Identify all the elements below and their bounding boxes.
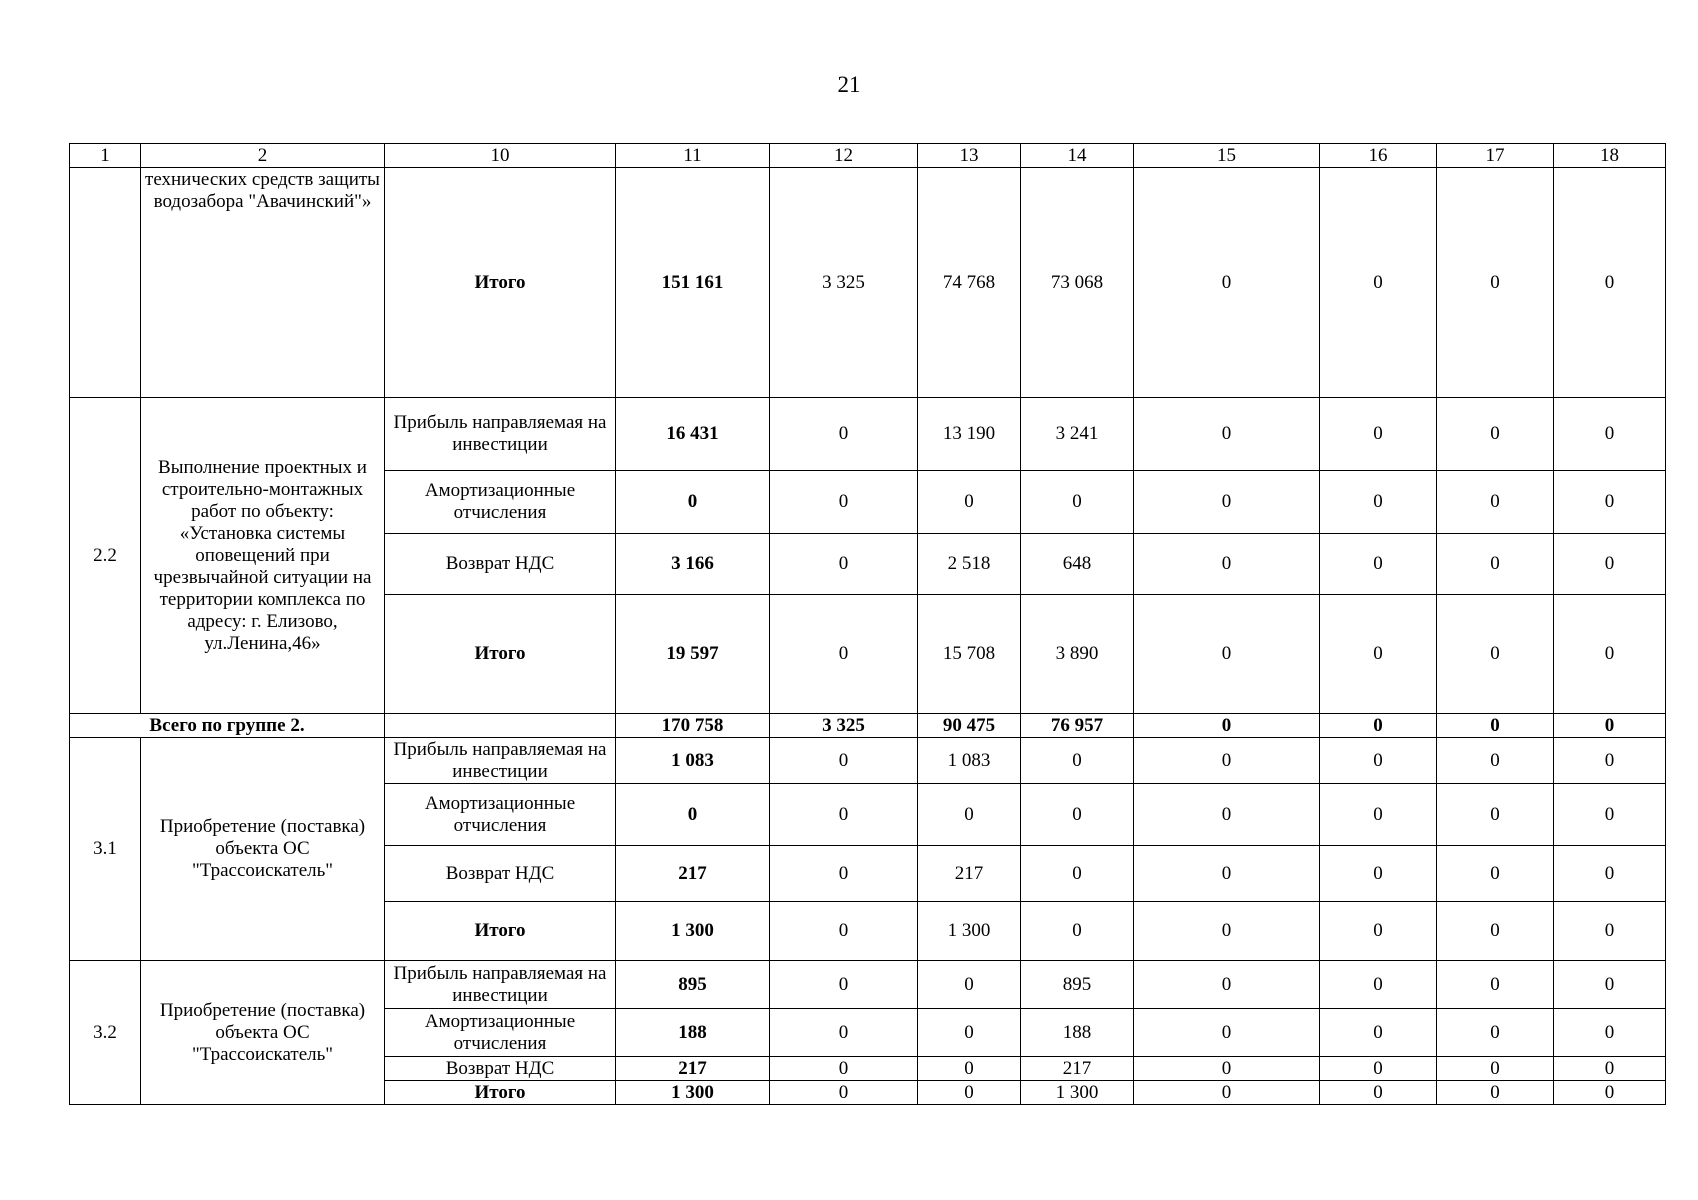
value-cell: 0 [918, 1081, 1021, 1105]
value-cell: 0 [1437, 1081, 1554, 1105]
value-cell: 0 [1320, 784, 1437, 846]
value-cell: 0 [1554, 168, 1666, 398]
item-number: 2.2 [70, 398, 141, 714]
value-cell: 0 [1437, 714, 1554, 738]
value-cell: 0 [1554, 714, 1666, 738]
column-header: 10 [385, 144, 616, 168]
value-cell: 0 [1554, 471, 1666, 534]
table-row [70, 738, 1666, 784]
funding-source: Итого [385, 168, 616, 398]
value-cell: 0 [918, 961, 1021, 1009]
value-cell: 0 [770, 1057, 918, 1081]
funding-source: Итого [385, 1081, 616, 1105]
value-cell: 1 300 [1021, 1081, 1134, 1105]
value-cell: 3 166 [616, 534, 770, 595]
funding-source: Итого [385, 595, 616, 714]
column-header: 13 [918, 144, 1021, 168]
value-cell: 0 [1134, 961, 1320, 1009]
value-cell: 217 [616, 846, 770, 902]
value-cell: 0 [1320, 1009, 1437, 1057]
value-cell: 0 [1320, 846, 1437, 902]
value-cell: 0 [1134, 714, 1320, 738]
value-cell: 1 083 [918, 738, 1021, 784]
value-cell: 2 518 [918, 534, 1021, 595]
column-header: 17 [1437, 144, 1554, 168]
item-number [70, 168, 141, 398]
value-cell: 0 [1437, 534, 1554, 595]
value-cell: 0 [1437, 471, 1554, 534]
table-row [70, 168, 1666, 398]
value-cell: 0 [1554, 784, 1666, 846]
value-cell: 0 [1134, 595, 1320, 714]
value-cell: 0 [1437, 846, 1554, 902]
value-cell: 0 [1554, 595, 1666, 714]
value-cell: 3 325 [770, 168, 918, 398]
value-cell: 3 241 [1021, 398, 1134, 471]
funding-source: Прибыль направляемая на инвестиции [385, 961, 616, 1009]
value-cell: 0 [1320, 1081, 1437, 1105]
value-cell: 0 [918, 1057, 1021, 1081]
column-header: 18 [1554, 144, 1666, 168]
value-cell: 0 [1134, 902, 1320, 961]
value-cell: 3 890 [1021, 595, 1134, 714]
value-cell: 0 [770, 534, 918, 595]
value-cell: 0 [1554, 1057, 1666, 1081]
value-cell: 0 [1437, 1009, 1554, 1057]
page-number: 21 [837, 72, 861, 97]
empty-cell [385, 714, 616, 738]
value-cell: 1 300 [918, 902, 1021, 961]
value-cell: 0 [1437, 961, 1554, 1009]
value-cell: 0 [1021, 784, 1134, 846]
value-cell: 0 [1134, 738, 1320, 784]
value-cell: 0 [1134, 398, 1320, 471]
value-cell: 0 [1021, 471, 1134, 534]
value-cell: 0 [1554, 902, 1666, 961]
funding-source: Амортизационные отчисления [385, 1009, 616, 1057]
value-cell: 1 083 [616, 738, 770, 784]
table-row [70, 398, 1666, 471]
value-cell: 0 [1134, 1009, 1320, 1057]
value-cell: 0 [1554, 534, 1666, 595]
value-cell: 1 300 [616, 1081, 770, 1105]
value-cell: 0 [918, 471, 1021, 534]
value-cell: 217 [1021, 1057, 1134, 1081]
value-cell: 0 [770, 471, 918, 534]
funding-source: Прибыль направляемая на инвестиции [385, 738, 616, 784]
value-cell: 0 [616, 784, 770, 846]
funding-source: Итого [385, 902, 616, 961]
item-description: Приобретение (поставка) объекта ОС "Трассоискатель" [141, 961, 385, 1105]
value-cell: 0 [1320, 1057, 1437, 1081]
value-cell: 16 431 [616, 398, 770, 471]
item-number: 3.2 [70, 961, 141, 1105]
value-cell: 0 [1021, 738, 1134, 784]
funding-source: Возврат НДС [385, 1057, 616, 1081]
table-row [70, 961, 1666, 1009]
value-cell: 188 [616, 1009, 770, 1057]
value-cell: 0 [770, 595, 918, 714]
value-cell: 895 [1021, 961, 1134, 1009]
value-cell: 0 [1437, 738, 1554, 784]
column-header: 16 [1320, 144, 1437, 168]
value-cell: 0 [1437, 784, 1554, 846]
value-cell: 0 [1320, 961, 1437, 1009]
group-total-row [70, 714, 1666, 738]
value-cell: 188 [1021, 1009, 1134, 1057]
funding-source: Амортизационные отчисления [385, 471, 616, 534]
value-cell: 76 957 [1021, 714, 1134, 738]
value-cell: 15 708 [918, 595, 1021, 714]
value-cell: 0 [1554, 398, 1666, 471]
investment-table [69, 143, 1666, 1105]
item-description: Приобретение (поставка) объекта ОС "Трассоискатель" [141, 738, 385, 961]
column-header: 1 [70, 144, 141, 168]
item-description: технических средств защиты водозабора "Авачинский"» [141, 168, 385, 398]
value-cell: 0 [1134, 1057, 1320, 1081]
value-cell: 0 [1554, 961, 1666, 1009]
funding-source: Возврат НДС [385, 534, 616, 595]
value-cell: 0 [616, 471, 770, 534]
item-number: 3.1 [70, 738, 141, 961]
value-cell: 19 597 [616, 595, 770, 714]
value-cell: 0 [1437, 902, 1554, 961]
funding-source: Прибыль направляемая на инвестиции [385, 398, 616, 471]
value-cell: 0 [1134, 168, 1320, 398]
column-number-row [70, 144, 1666, 168]
item-description: Выполнение проектных и строительно-монтажных работ по объекту: «Установка системы оповещений при чрезвычайной ситуации на территории комплекса по адресу: г. Елизово, ул.Ленина,46» [141, 398, 385, 714]
value-cell: 0 [1320, 471, 1437, 534]
funding-source: Амортизационные отчисления [385, 784, 616, 846]
column-header: 2 [141, 144, 385, 168]
value-cell: 0 [918, 1009, 1021, 1057]
value-cell: 0 [770, 961, 918, 1009]
value-cell: 0 [770, 784, 918, 846]
column-header: 11 [616, 144, 770, 168]
value-cell: 0 [1320, 714, 1437, 738]
value-cell: 73 068 [1021, 168, 1134, 398]
value-cell: 895 [616, 961, 770, 1009]
value-cell: 0 [1554, 846, 1666, 902]
value-cell: 0 [1134, 846, 1320, 902]
value-cell: 0 [1437, 398, 1554, 471]
value-cell: 0 [1554, 1081, 1666, 1105]
value-cell: 648 [1021, 534, 1134, 595]
value-cell: 0 [770, 738, 918, 784]
value-cell: 170 758 [616, 714, 770, 738]
value-cell: 1 300 [616, 902, 770, 961]
value-cell: 0 [918, 784, 1021, 846]
value-cell: 0 [1134, 1081, 1320, 1105]
value-cell: 0 [1320, 398, 1437, 471]
table-body [70, 144, 1666, 1105]
value-cell: 0 [1437, 595, 1554, 714]
value-cell: 3 325 [770, 714, 918, 738]
value-cell: 0 [1134, 471, 1320, 534]
value-cell: 13 190 [918, 398, 1021, 471]
value-cell: 0 [1437, 168, 1554, 398]
value-cell: 0 [1437, 1057, 1554, 1081]
value-cell: 0 [1554, 1009, 1666, 1057]
value-cell: 0 [1021, 846, 1134, 902]
value-cell: 0 [770, 902, 918, 961]
value-cell: 0 [1320, 534, 1437, 595]
value-cell: 151 161 [616, 168, 770, 398]
value-cell: 0 [770, 846, 918, 902]
value-cell: 0 [1320, 902, 1437, 961]
column-header: 12 [770, 144, 918, 168]
value-cell: 90 475 [918, 714, 1021, 738]
value-cell: 0 [1021, 902, 1134, 961]
group-total-label: Всего по группе 2. [70, 714, 385, 738]
value-cell: 74 768 [918, 168, 1021, 398]
column-header: 15 [1134, 144, 1320, 168]
column-header: 14 [1021, 144, 1134, 168]
value-cell: 0 [1134, 534, 1320, 595]
value-cell: 217 [616, 1057, 770, 1081]
value-cell: 0 [1320, 738, 1437, 784]
value-cell: 0 [1554, 738, 1666, 784]
value-cell: 0 [1320, 595, 1437, 714]
value-cell: 0 [770, 398, 918, 471]
funding-source: Возврат НДС [385, 846, 616, 902]
value-cell: 0 [770, 1081, 918, 1105]
value-cell: 0 [770, 1009, 918, 1057]
value-cell: 0 [1134, 784, 1320, 846]
value-cell: 0 [1320, 168, 1437, 398]
value-cell: 217 [918, 846, 1021, 902]
